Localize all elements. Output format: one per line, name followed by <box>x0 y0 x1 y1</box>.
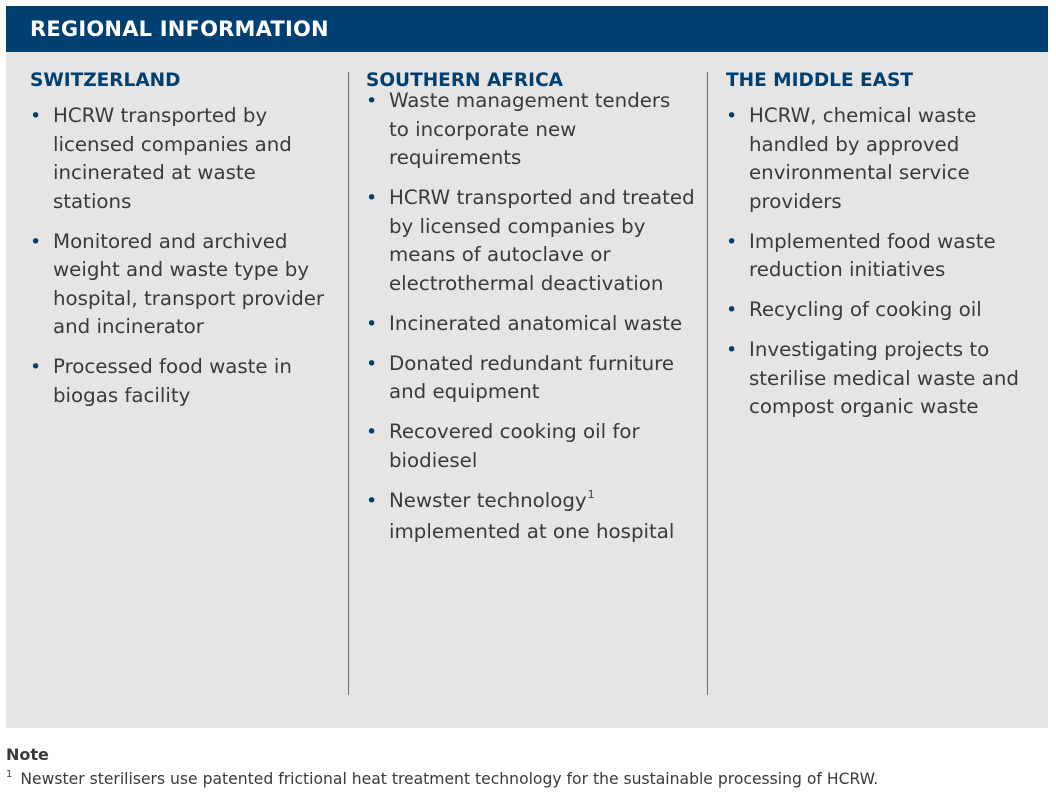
column-divider <box>348 72 349 695</box>
bullet-item: • HCRW, chemical waste handled by approved environmental service providers <box>726 102 1036 216</box>
bullet-item: • Incinerated anatomical waste <box>366 310 696 339</box>
column-title: SOUTHERN AFRICA <box>366 70 563 91</box>
bullet-item: • Recycling of cooking oil <box>726 296 1036 325</box>
bullet-item-newster <box>366 487 696 547</box>
panel-title: REGIONAL INFORMATION <box>30 17 329 41</box>
footnote-text: Newster sterilisers use patented frictional heat treatment technology for the sustainable processing of HCRW. <box>20 770 879 788</box>
panel-header <box>6 6 1048 52</box>
footnote <box>6 767 878 794</box>
bullet-item: • Monitored and archived weight and waste type by hospital, transport provider and incinerator <box>30 228 330 342</box>
bullet-item: • HCRW transported and treated by licensed companies by means of autoclave or electrothermal deactivation <box>366 184 696 298</box>
column-middle-east <box>726 70 1036 433</box>
bullet-item: • Waste management tenders to incorporate new requirements <box>366 87 696 173</box>
column-switzerland <box>30 70 330 422</box>
footnote-marker: 1 <box>6 769 13 780</box>
footnote-marker: 1 <box>587 487 595 501</box>
column-southern-africa <box>366 70 696 558</box>
bullet-list <box>30 102 330 410</box>
column-title: THE MIDDLE EAST <box>726 70 913 91</box>
bullet-list <box>726 102 1036 422</box>
bullet-item: • HCRW transported by licensed companies and incinerated at waste stations <box>30 102 330 216</box>
bullet-list <box>366 87 696 547</box>
column-divider <box>707 72 708 695</box>
bullet-item: • Donated redundant furniture and equipment <box>366 350 696 407</box>
bullet-item: • Processed food waste in biogas facility <box>30 353 330 410</box>
bullet-item: • Recovered cooking oil for biodiesel <box>366 418 696 475</box>
bullet-item: • Implemented food waste reduction initiatives <box>726 228 1036 285</box>
column-title: SWITZERLAND <box>30 70 181 91</box>
regional-information-panel <box>6 6 1048 728</box>
bullet-text: implemented at one hospital <box>389 520 675 543</box>
bullet-text: Newster technology <box>389 488 587 512</box>
note-heading: Note <box>6 745 49 764</box>
bullet-item: • Investigating projects to sterilise medical waste and compost organic waste <box>726 336 1036 422</box>
